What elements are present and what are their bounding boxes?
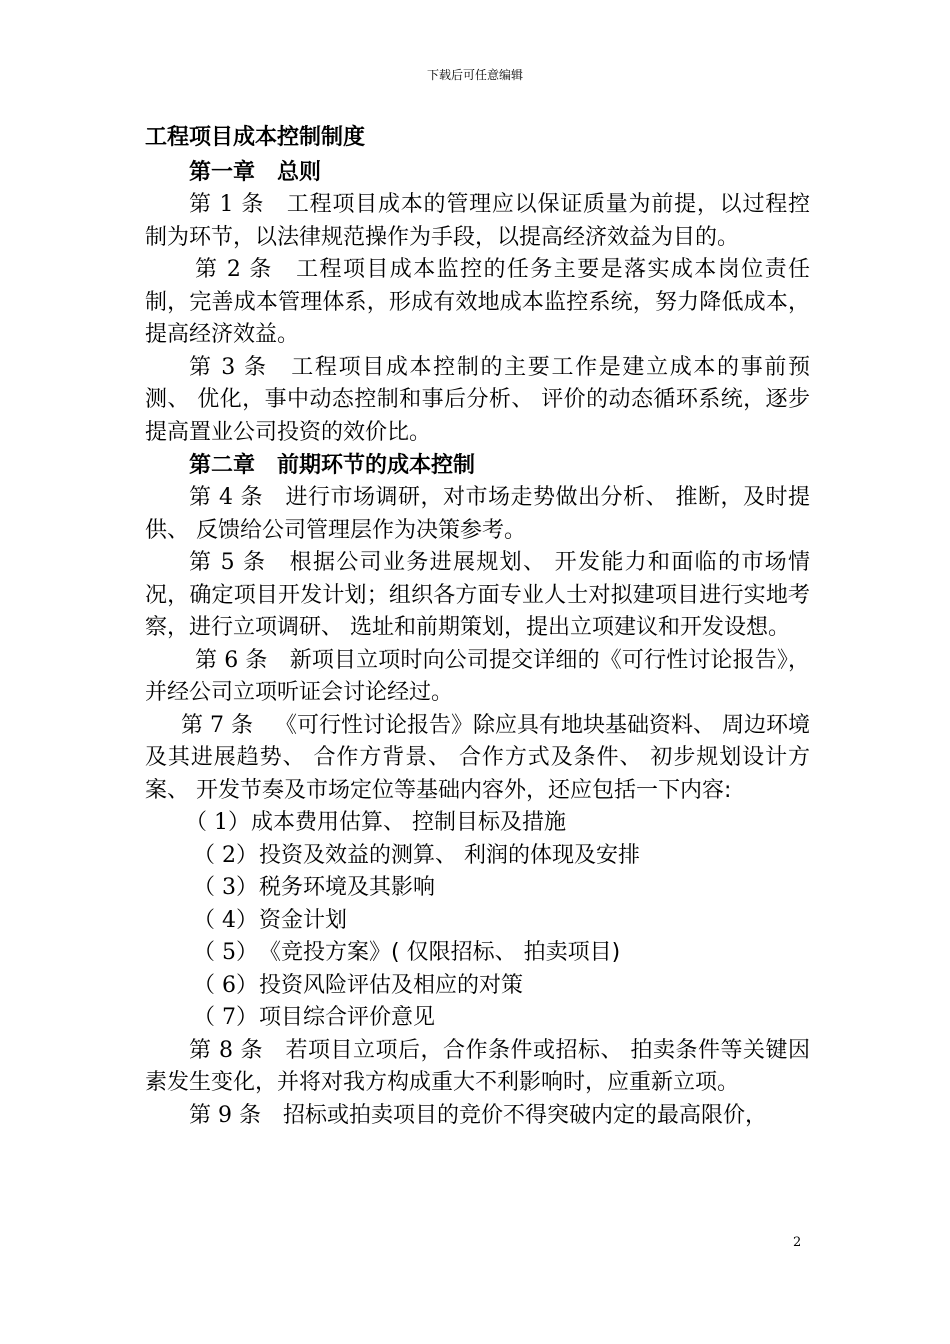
list-item-text: 项目综合评价意见 bbox=[259, 1005, 436, 1030]
article-text: 工程项目成本的管理应以保证质量为前提，以过程控制为环节，以法律规范操作为手段，以提高经济效益为目的。 bbox=[145, 192, 811, 250]
list-item bbox=[145, 937, 810, 970]
list-item bbox=[145, 1002, 810, 1035]
article-7 bbox=[145, 710, 810, 808]
article-4 bbox=[145, 482, 810, 547]
article-2 bbox=[145, 254, 810, 352]
article-label: 第 8 条 bbox=[189, 1037, 263, 1063]
chapter-heading-1: 第一章 总则 bbox=[189, 160, 322, 185]
chapter-heading-2: 第二章 前期环节的成本控制 bbox=[189, 453, 476, 478]
article-text: 进行市场调研，对市场走势做出分析、 推断，及时提供、 反馈给公司管理层作为决策参考。 bbox=[145, 485, 811, 543]
list-item bbox=[145, 840, 810, 873]
article-9 bbox=[145, 1100, 810, 1133]
document-title: 工程项目成本控制制度 bbox=[145, 125, 366, 150]
list-item bbox=[145, 905, 810, 938]
list-item-text: 成本费用估算、 控制目标及措施 bbox=[251, 810, 566, 835]
list-item bbox=[145, 872, 810, 905]
article-text: 若项目立项后，合作条件或招标、 拍卖条件等关键因素发生变化，并将对我方构成重大不利影响时，应重新立项。 bbox=[145, 1037, 811, 1095]
article-label: 第 9 条 bbox=[189, 1102, 261, 1128]
article-label: 第 5 条 bbox=[189, 550, 267, 575]
article-text: 新项目立项时向公司提交详细的《可行性讨论报告》，并经公司立项听证会讨论经过。 bbox=[145, 647, 810, 705]
article-text: 根据公司业务进展规划、 开发能力和面临的市场情况，确定项目开发计划；组织各方面专业人士对拟建项目进行实地考察，进行立项调研、 选址和前期策划，提出立项建议和开发设想。 bbox=[145, 550, 811, 640]
article-text: 招标或拍卖项目的竞价不得突破内定的最高限价， bbox=[282, 1102, 767, 1128]
list-item-number: （ 1） bbox=[185, 810, 250, 835]
article-label: 第 4 条 bbox=[189, 485, 263, 510]
article-text: 《可行性讨论报告》除应具有地块基础资料、 周边环境及其进展趋势、 合作方背景、 合作方式及条件、 初步规划设计方案、 开发节奏及市场定位等基础内容外，还应包括一下内容: bbox=[145, 712, 811, 803]
header-note: 下载后可任意编辑 bbox=[426, 68, 523, 82]
list-item-number: （ 5） bbox=[193, 940, 258, 965]
page-number: 2 bbox=[793, 1235, 802, 1250]
article-8 bbox=[145, 1035, 810, 1100]
list-item bbox=[145, 970, 810, 1003]
list-item-text: 投资及效益的测算、 利润的体现及安排 bbox=[259, 842, 640, 868]
list-item-number: （ 4） bbox=[193, 907, 258, 933]
article-label: 第 1 条 bbox=[189, 192, 265, 217]
article-label: 第 3 条 bbox=[189, 354, 268, 380]
list-item bbox=[145, 807, 810, 840]
article-1 bbox=[145, 189, 810, 254]
list-item-text: 《竞投方案》( 仅限招标、 拍卖项目) bbox=[259, 940, 621, 965]
list-item-text: 税务环境及其影响 bbox=[259, 875, 436, 900]
article-6 bbox=[145, 645, 810, 710]
list-item-number: （ 2） bbox=[193, 842, 258, 868]
document-body bbox=[145, 120, 810, 1132]
article-3 bbox=[145, 352, 810, 450]
list-item-number: （ 3） bbox=[193, 875, 258, 900]
article-label: 第 6 条 bbox=[195, 647, 268, 673]
list-item-text: 投资风险评估及相应的对策 bbox=[259, 972, 524, 998]
article-label: 第 7 条 bbox=[181, 712, 253, 738]
list-item-text: 资金计划 bbox=[259, 907, 348, 933]
article-5 bbox=[145, 547, 810, 645]
list-item-number: （ 7） bbox=[193, 1005, 258, 1030]
article-text: 工程项目成本监控的任务主要是落实成本岗位责任制，完善成本管理体系，形成有效地成本监控系统，努力降低成本，提高经济效益。 bbox=[145, 257, 810, 347]
list-item-number: （ 6） bbox=[193, 972, 258, 998]
article-text: 工程项目成本控制的主要工作是建立成本的事前预测、 优化，事中动态控制和事后分析、 评价的动态循环系统，逐步提高置业公司投资的效价比。 bbox=[145, 354, 810, 445]
article-label: 第 2 条 bbox=[195, 257, 273, 282]
